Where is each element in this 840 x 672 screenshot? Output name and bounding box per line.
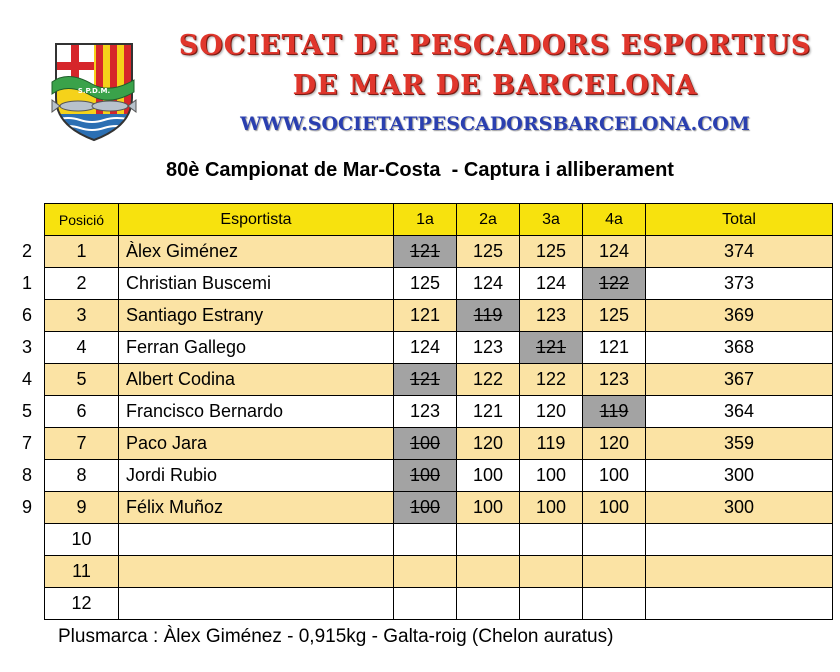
round-score-cell: 100	[583, 492, 646, 524]
round-score-cell	[457, 588, 520, 620]
round-score-cell: 100	[520, 492, 583, 524]
position-cell: 2	[45, 268, 119, 300]
round-score-cell: 123	[457, 332, 520, 364]
round-score-cell: 124	[394, 332, 457, 364]
total-cell: 300	[646, 492, 833, 524]
total-cell	[646, 524, 833, 556]
athlete-name: Paco Jara	[119, 428, 394, 460]
round-score-cell: 123	[520, 300, 583, 332]
position-cell: 11	[45, 556, 119, 588]
athlete-name: Félix Muñoz	[119, 492, 394, 524]
header-round-4: 4a	[583, 204, 646, 236]
position-cell: 9	[45, 492, 119, 524]
athlete-name	[119, 524, 394, 556]
athlete-name: Santiago Estrany	[119, 300, 394, 332]
header-total: Total	[646, 204, 833, 236]
club-name-line1: SOCIETAT DE PESCADORS ESPORTIUS	[178, 30, 812, 61]
table-row	[45, 524, 833, 556]
round-score-cell	[583, 588, 646, 620]
total-cell: 300	[646, 460, 833, 492]
table-header-row	[45, 204, 833, 236]
athlete-name: Ferran Gallego	[119, 332, 394, 364]
discarded-score-cell: 100	[394, 492, 457, 524]
round-score-cell	[394, 588, 457, 620]
table-row	[45, 268, 833, 300]
results-table	[44, 203, 833, 620]
athlete-name	[119, 556, 394, 588]
header-athlete: Esportista	[119, 204, 394, 236]
club-logo	[48, 34, 140, 144]
previous-rank: 6	[22, 305, 33, 325]
previous-rank: 9	[22, 497, 33, 517]
round-score-cell: 120	[520, 396, 583, 428]
discarded-score-cell: 121	[394, 364, 457, 396]
athlete-name: Àlex Giménez	[119, 236, 394, 268]
position-cell: 12	[45, 588, 119, 620]
position-cell: 6	[45, 396, 119, 428]
round-score-cell: 124	[583, 236, 646, 268]
table-row	[45, 428, 833, 460]
table-row	[45, 396, 833, 428]
total-cell	[646, 588, 833, 620]
position-cell: 3	[45, 300, 119, 332]
club-name-line2: DE MAR DE BARCELONA	[292, 70, 698, 101]
round-score-cell: 125	[583, 300, 646, 332]
round-score-cell	[583, 524, 646, 556]
round-score-cell	[520, 524, 583, 556]
table-row	[45, 556, 833, 588]
athlete-name: Christian Buscemi	[119, 268, 394, 300]
discarded-score-cell: 119	[583, 396, 646, 428]
round-score-cell: 122	[457, 364, 520, 396]
round-score-cell	[394, 524, 457, 556]
total-cell	[646, 556, 833, 588]
athlete-name: Francisco Bernardo	[119, 396, 394, 428]
position-cell: 5	[45, 364, 119, 396]
round-score-cell: 123	[583, 364, 646, 396]
previous-rank: 3	[22, 337, 33, 357]
round-score-cell: 125	[520, 236, 583, 268]
round-score-cell: 100	[457, 460, 520, 492]
previous-rank: 1	[22, 273, 33, 293]
previous-rank: 5	[22, 401, 33, 421]
round-score-cell: 124	[520, 268, 583, 300]
previous-rank: 7	[22, 433, 33, 453]
previous-rank: 2	[22, 241, 33, 261]
position-cell: 7	[45, 428, 119, 460]
table-row	[45, 300, 833, 332]
round-score-cell: 121	[394, 300, 457, 332]
header-round-3: 3a	[520, 204, 583, 236]
discarded-score-cell: 122	[583, 268, 646, 300]
athlete-name: Jordi Rubio	[119, 460, 394, 492]
round-score-cell: 120	[457, 428, 520, 460]
round-score-cell	[520, 556, 583, 588]
total-cell: 373	[646, 268, 833, 300]
total-cell: 364	[646, 396, 833, 428]
position-cell: 1	[45, 236, 119, 268]
round-score-cell: 121	[457, 396, 520, 428]
position-cell: 8	[45, 460, 119, 492]
round-score-cell: 100	[457, 492, 520, 524]
round-score-cell	[583, 556, 646, 588]
table-row	[45, 236, 833, 268]
total-cell: 368	[646, 332, 833, 364]
previous-rank-column	[22, 235, 42, 523]
table-row	[45, 364, 833, 396]
round-score-cell: 100	[520, 460, 583, 492]
round-score-cell	[394, 556, 457, 588]
round-score-cell: 122	[520, 364, 583, 396]
round-score-cell: 125	[457, 236, 520, 268]
position-cell: 10	[45, 524, 119, 556]
table-row	[45, 460, 833, 492]
previous-rank: 4	[22, 369, 33, 389]
header-round-2: 2a	[457, 204, 520, 236]
discarded-score-cell: 100	[394, 460, 457, 492]
total-cell: 374	[646, 236, 833, 268]
position-cell: 4	[45, 332, 119, 364]
total-cell: 369	[646, 300, 833, 332]
round-score-cell: 100	[583, 460, 646, 492]
championship-title: 80è Campionat de Mar-Costa - Captura i alliberament	[166, 159, 674, 181]
header-position: Posició	[45, 204, 119, 236]
round-score-cell: 124	[457, 268, 520, 300]
record-note: Plusmarca : Àlex Giménez - 0,915kg - Galta-roig (Chelon auratus)	[58, 626, 614, 647]
table-row	[45, 588, 833, 620]
discarded-score-cell: 121	[394, 236, 457, 268]
athlete-name: Albert Codina	[119, 364, 394, 396]
header-round-1: 1a	[394, 204, 457, 236]
round-score-cell: 123	[394, 396, 457, 428]
round-score-cell	[457, 524, 520, 556]
round-score-cell	[520, 588, 583, 620]
round-score-cell: 119	[520, 428, 583, 460]
svg-text:S.P.D.M.: S.P.D.M.	[77, 87, 111, 95]
discarded-score-cell: 100	[394, 428, 457, 460]
table-row	[45, 332, 833, 364]
total-cell: 359	[646, 428, 833, 460]
round-score-cell: 121	[583, 332, 646, 364]
table-row	[45, 492, 833, 524]
round-score-cell: 120	[583, 428, 646, 460]
previous-rank: 8	[22, 465, 33, 485]
athlete-name	[119, 588, 394, 620]
round-score-cell: 125	[394, 268, 457, 300]
discarded-score-cell: 121	[520, 332, 583, 364]
total-cell: 367	[646, 364, 833, 396]
round-score-cell	[457, 556, 520, 588]
discarded-score-cell: 119	[457, 300, 520, 332]
club-website[interactable]: WWW.SOCIETATPESCADORSBARCELONA.COM	[240, 113, 750, 135]
